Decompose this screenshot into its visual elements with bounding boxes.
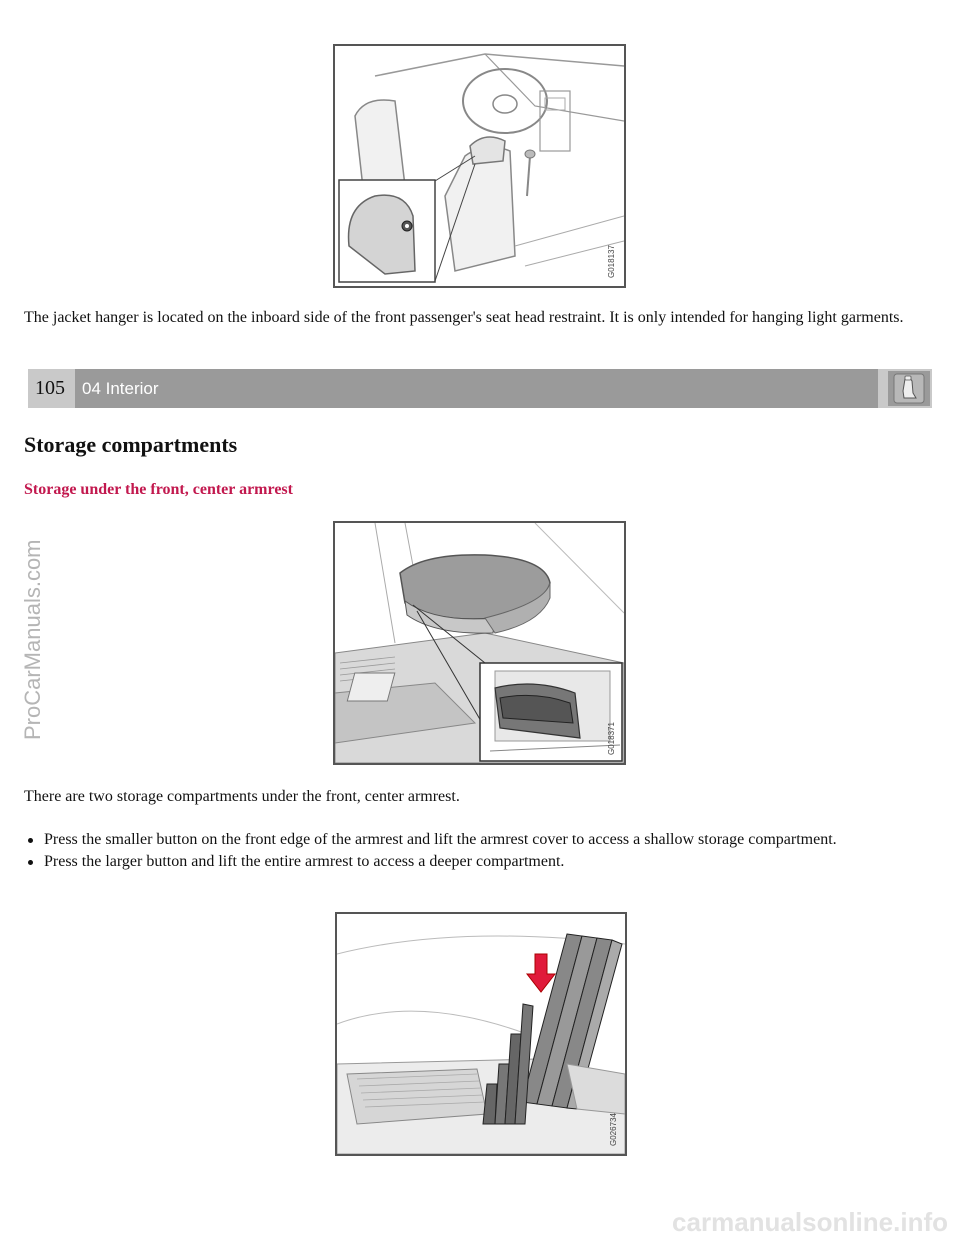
main-heading: Storage compartments bbox=[24, 432, 238, 457]
list-item bbox=[24, 829, 924, 851]
seat-icon bbox=[888, 371, 930, 406]
figure-code-1: G018137 bbox=[607, 245, 616, 278]
watermark-bottom: carmanualsonline.info bbox=[672, 1207, 948, 1237]
deep-compartment-drawing bbox=[337, 914, 625, 1154]
bullet-icon bbox=[28, 860, 33, 865]
figure-code-2: G018371 bbox=[607, 722, 616, 755]
watermark-side: ProCarManuals.com bbox=[20, 539, 45, 740]
bullet-icon bbox=[28, 838, 33, 843]
list-item-text: Press the smaller button on the front edge of the armrest and lift the armrest cover to access a shallow storage compartment. bbox=[44, 831, 837, 848]
sub-heading: Storage under the front, center armrest bbox=[24, 481, 293, 498]
armrest-drawing bbox=[335, 523, 624, 763]
jacket-hanger-paragraph: The jacket hanger is located on the inboard side of the front passenger's seat head restraint. It is only intended for hanging light garments. bbox=[24, 309, 904, 326]
list-item-text: Press the larger button and lift the entire armrest to access a deeper compartment. bbox=[44, 853, 565, 870]
deep-compartment-illustration bbox=[335, 912, 627, 1156]
jacket-hanger-drawing bbox=[335, 46, 624, 286]
list-item bbox=[24, 851, 924, 873]
jacket-hanger-illustration bbox=[333, 44, 626, 288]
section-header-bar bbox=[28, 369, 932, 408]
page-number: 105 bbox=[28, 369, 72, 408]
figure-code-3: G026734 bbox=[609, 1113, 618, 1146]
instruction-list bbox=[24, 829, 924, 873]
armrest-paragraph: There are two storage compartments under the front, center armrest. bbox=[24, 788, 460, 805]
section-title: 04 Interior bbox=[75, 369, 878, 408]
armrest-illustration bbox=[333, 521, 626, 765]
